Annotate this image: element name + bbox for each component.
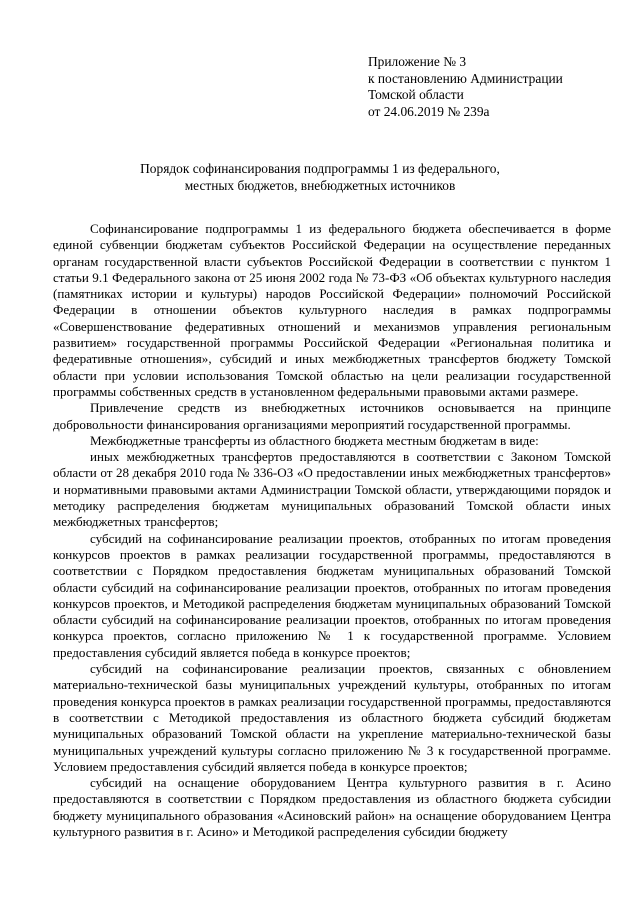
paragraph: иных межбюджетных трансфертов предоставляются в соответствии с Законом Томской области от 28 декабря 2010 года № 336-ОЗ «О предоставлении иных межбюджетных трансфертов» и нормативными правовыми актами Администрации Томской области, утверждающими порядок и методику распределения бюджетам муниципальных образований Томской области иных межбюджетных трансфертов; — [53, 449, 611, 530]
appendix-date: от 24.06.2019 № 239а — [368, 103, 490, 119]
paragraph: Межбюджетные трансферты из областного бюджета местным бюджетам в виде: — [90, 432, 539, 448]
document-title — [40, 161, 600, 194]
paragraph: субсидий на софинансирование реализации проектов, связанных с обновлением материально-технической базы муниципальных учреждений культуры, отобранных по итогам проведения конкурса проектов в рамках реализации государственной программы, предоставляются в соответствии с Методикой предоставления из областного бюджета субсидий бюджетам муниципальных образований Томской области на укрепление материально-технической базы муниципальных учреждений культуры согласно приложению № 3 к государственной программе. Условием предоставления субсидий является победа в конкурсе проектов; — [53, 661, 611, 774]
paragraph: Привлечение средств из внебюджетных источников основывается на принципе добровольности финансирования организациями мероприятий государственной программы. — [53, 400, 611, 432]
document-body — [53, 221, 611, 840]
paragraph: субсидий на оснащение оборудованием Центра культурного развития в г. Асино предоставляются в соответствии с Порядком предоставления из областного бюджета субсидии бюджету муниципального образования «Асиновский район» на оснащение оборудованием Центра культурного развития в г. Асино» и Методикой распределения субсидии бюджету — [53, 775, 611, 839]
paragraph: Софинансирование подпрограммы 1 из федерального бюджета обеспечивается в форме единой субвенции бюджетам субъектов Российской Федерации на осуществление переданных органам государственной власти субъектов Российской Федерации в соответствии с пунктом 1 статьи 9.1 Федерального закона от 25 июня 2002 года № 73-ФЗ «Об объектах культурного наследия (памятниках истории и культуры) народов Российской Федерации» полномочий Российской Федерации в отношении объектов культурного наследия в рамках подпрограммы «Совершенствование федеративных отношений и механизмов управления региональным развитием» государственной программы Российской Федерации «Региональная политика и федеративные отношения», субсидий и иных межбюджетных трансфертов бюджету Томской области при условии использования Томской областью на цели реализации государственной программы собственных средств в установленном федеральными правовыми актами размере. — [53, 221, 611, 399]
title-line-2: местных бюджетов, внебюджетных источников — [184, 177, 456, 193]
appendix-number: Приложение № 3 — [368, 54, 467, 69]
paragraph: субсидий на софинансирование реализации проектов, отобранных по итогам проведения конкурсов проектов в рамках реализации государственной программы, предоставляются в соответствии с Порядком предоставления бюджетам муниципальных образований Томской области субсидий на софинансирование реализации проектов, отобранных по итогам проведения конкурсов проектов, и Методикой распределения бюджетам муниципальных образований Томской области субсидий на софинансирование реализации проектов, отобранных по итогам проведения конкурса проектов, согласно приложению № 1 к государственной программе. Условием предоставления субсидий является победа в конкурсе проектов; — [53, 530, 611, 660]
appendix-region: Томской области — [368, 87, 464, 103]
appendix-header — [368, 54, 563, 120]
appendix-resolution: к постановлению Администрации — [368, 70, 563, 86]
title-line-1: Порядок софинансирования подпрограммы 1 из федерального, — [140, 161, 500, 176]
